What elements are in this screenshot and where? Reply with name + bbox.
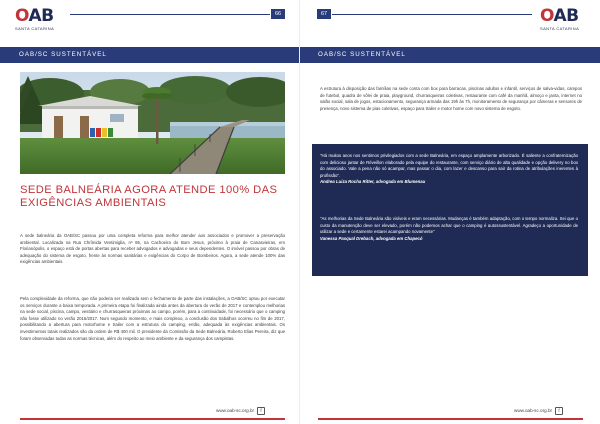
testimonial-2-text: "As melhorias da Sede Balneária são visíveis e eram necessárias. Mudanças é também adaptação, com o tempo normaliza. Sei que o custo da manutenção deve ser elevado, porém não podemos achar que o camping é autossustentável. Agradeço a oportunidade de utilizar a sede e certamente estarei acampando novamente" (320, 216, 578, 235)
sede-balnearia-photo (20, 72, 285, 174)
facebook-icon[interactable]: f (555, 407, 563, 415)
testimonial-1 (320, 153, 578, 186)
article-paragraph-1: A sede balneária da OAB/SC passou por uma completa reforma para melhor atender aos associados e promover a preservação ambiental. Localizada na Rua Chrônida Ventimiglia, nº 95, na Cachoeira do Bom Jesus, próximo à praia de Canasvieiras, em Florianópolis, o espaço está de portas abertas para receber advogados e advogadas e seus dependentes. O imóvel passou por obras de adequação do sistema de esgoto, frente às normas sanitárias e exigências do Corpo de Bombeiros. Agora, a sede atende 100% das exigências ambientais. (20, 233, 285, 265)
header-rule (70, 14, 270, 15)
page-number: 67 (317, 9, 331, 19)
logo-subtitle: SANTA CATARINA (15, 26, 55, 31)
article-title: SEDE BALNEÁRIA AGORA ATENDE 100% DAS EXIGÊNCIAS AMBIENTAIS (20, 184, 278, 209)
section-banner: OAB/SC SUSTENTÁVEL (0, 47, 300, 63)
footer (216, 407, 265, 415)
logo-mark: OAB (540, 6, 579, 26)
page-number: 66 (271, 9, 285, 19)
photo-illustration (20, 72, 285, 174)
testimonial-1-text: "Há muitos anos nos sentimos privilegiados com a sede Balneária, em espaço amplamente arborizado. É saliente a confraternização com delicioso jantar de Réveillon elaborado pela equipe do restaurante, com serviço diário de alta qualidade e opção delivery no box do associado. Vale a pena não só acampar, mas passar o dia, com lazer e descanso para sair da rotina de atribulações inerentes à profissão". (320, 153, 578, 178)
testimonial-2 (320, 216, 578, 242)
logo-mark: OAB (15, 6, 54, 26)
testimonials-box (312, 144, 588, 276)
section-banner: OAB/SC SUSTENTÁVEL (300, 47, 600, 63)
footer-url[interactable]: www.oab-sc.org.br (216, 408, 255, 414)
testimonial-2-author: Vanessa Pasqual Drebach, advogada em Chapecó (320, 235, 423, 241)
footer-url[interactable]: www.oab-sc.org.br (514, 408, 553, 414)
footer-rule (318, 418, 583, 420)
footer (514, 407, 563, 415)
article-paragraph-3: A estrutura à disposição das famílias na sede conta com box para barracas, piscinas adultos e infantil, serviços de salva-vidas, campos de futebol, quadra de vôlei de praia, playground, churrasqueiras coletivas, restaurante com café da manhã, almoço e janta, internet no salão social, sala de jogos, estacionamento, segurança armada das 19h às 7h, monitoramento de segurança por câmeras e sensores de presença, novo sistema de pias coletivas, espaço para trailer e motor home com novo sistema de esgoto. (320, 86, 582, 111)
right-page (300, 0, 600, 424)
facebook-icon[interactable]: f (257, 407, 265, 415)
oab-logo (15, 8, 63, 34)
logo-subtitle: SANTA CATARINA (540, 26, 580, 31)
article-paragraph-2: Pela complexidade da reforma, que não poderia ser realizada sem o fechamento de parte das instalações, a OAB/SC optou por executar os serviços durante a baixa temporada. A primeira etapa foi finalizada ainda antes da abertura do verão de 2017 e contemplou melhorias na sede social, piscina, campo, vestiário e churrasqueiras próximas ao campo, porém, para a continuidade, foi necessário que o camping não fosse utilizado no verão 2016/2017. Num segundo momento, e mais complexo, a conclusão dos trabalhos ocorreu no fim de 2017, possibilitando a abertura para motorhome e trailer com a estrutura do camping, então, adequada às exigências ambientais. Os investimentos totais realizados são da ordem de R$ 400 mil. O presidente da Comissão da Sede Balneária, Roberto Elias Pereira, diz que foram observadas todas as normas técnicas, além do respeito ao meio ambiente e da segurança dos campistas. (20, 296, 285, 341)
testimonial-1-author: Andrea Luiza Rocha Ritter, advogada em Blumenau (320, 179, 426, 185)
oab-logo (540, 8, 588, 34)
footer-rule (20, 418, 285, 420)
header-rule (332, 14, 532, 15)
